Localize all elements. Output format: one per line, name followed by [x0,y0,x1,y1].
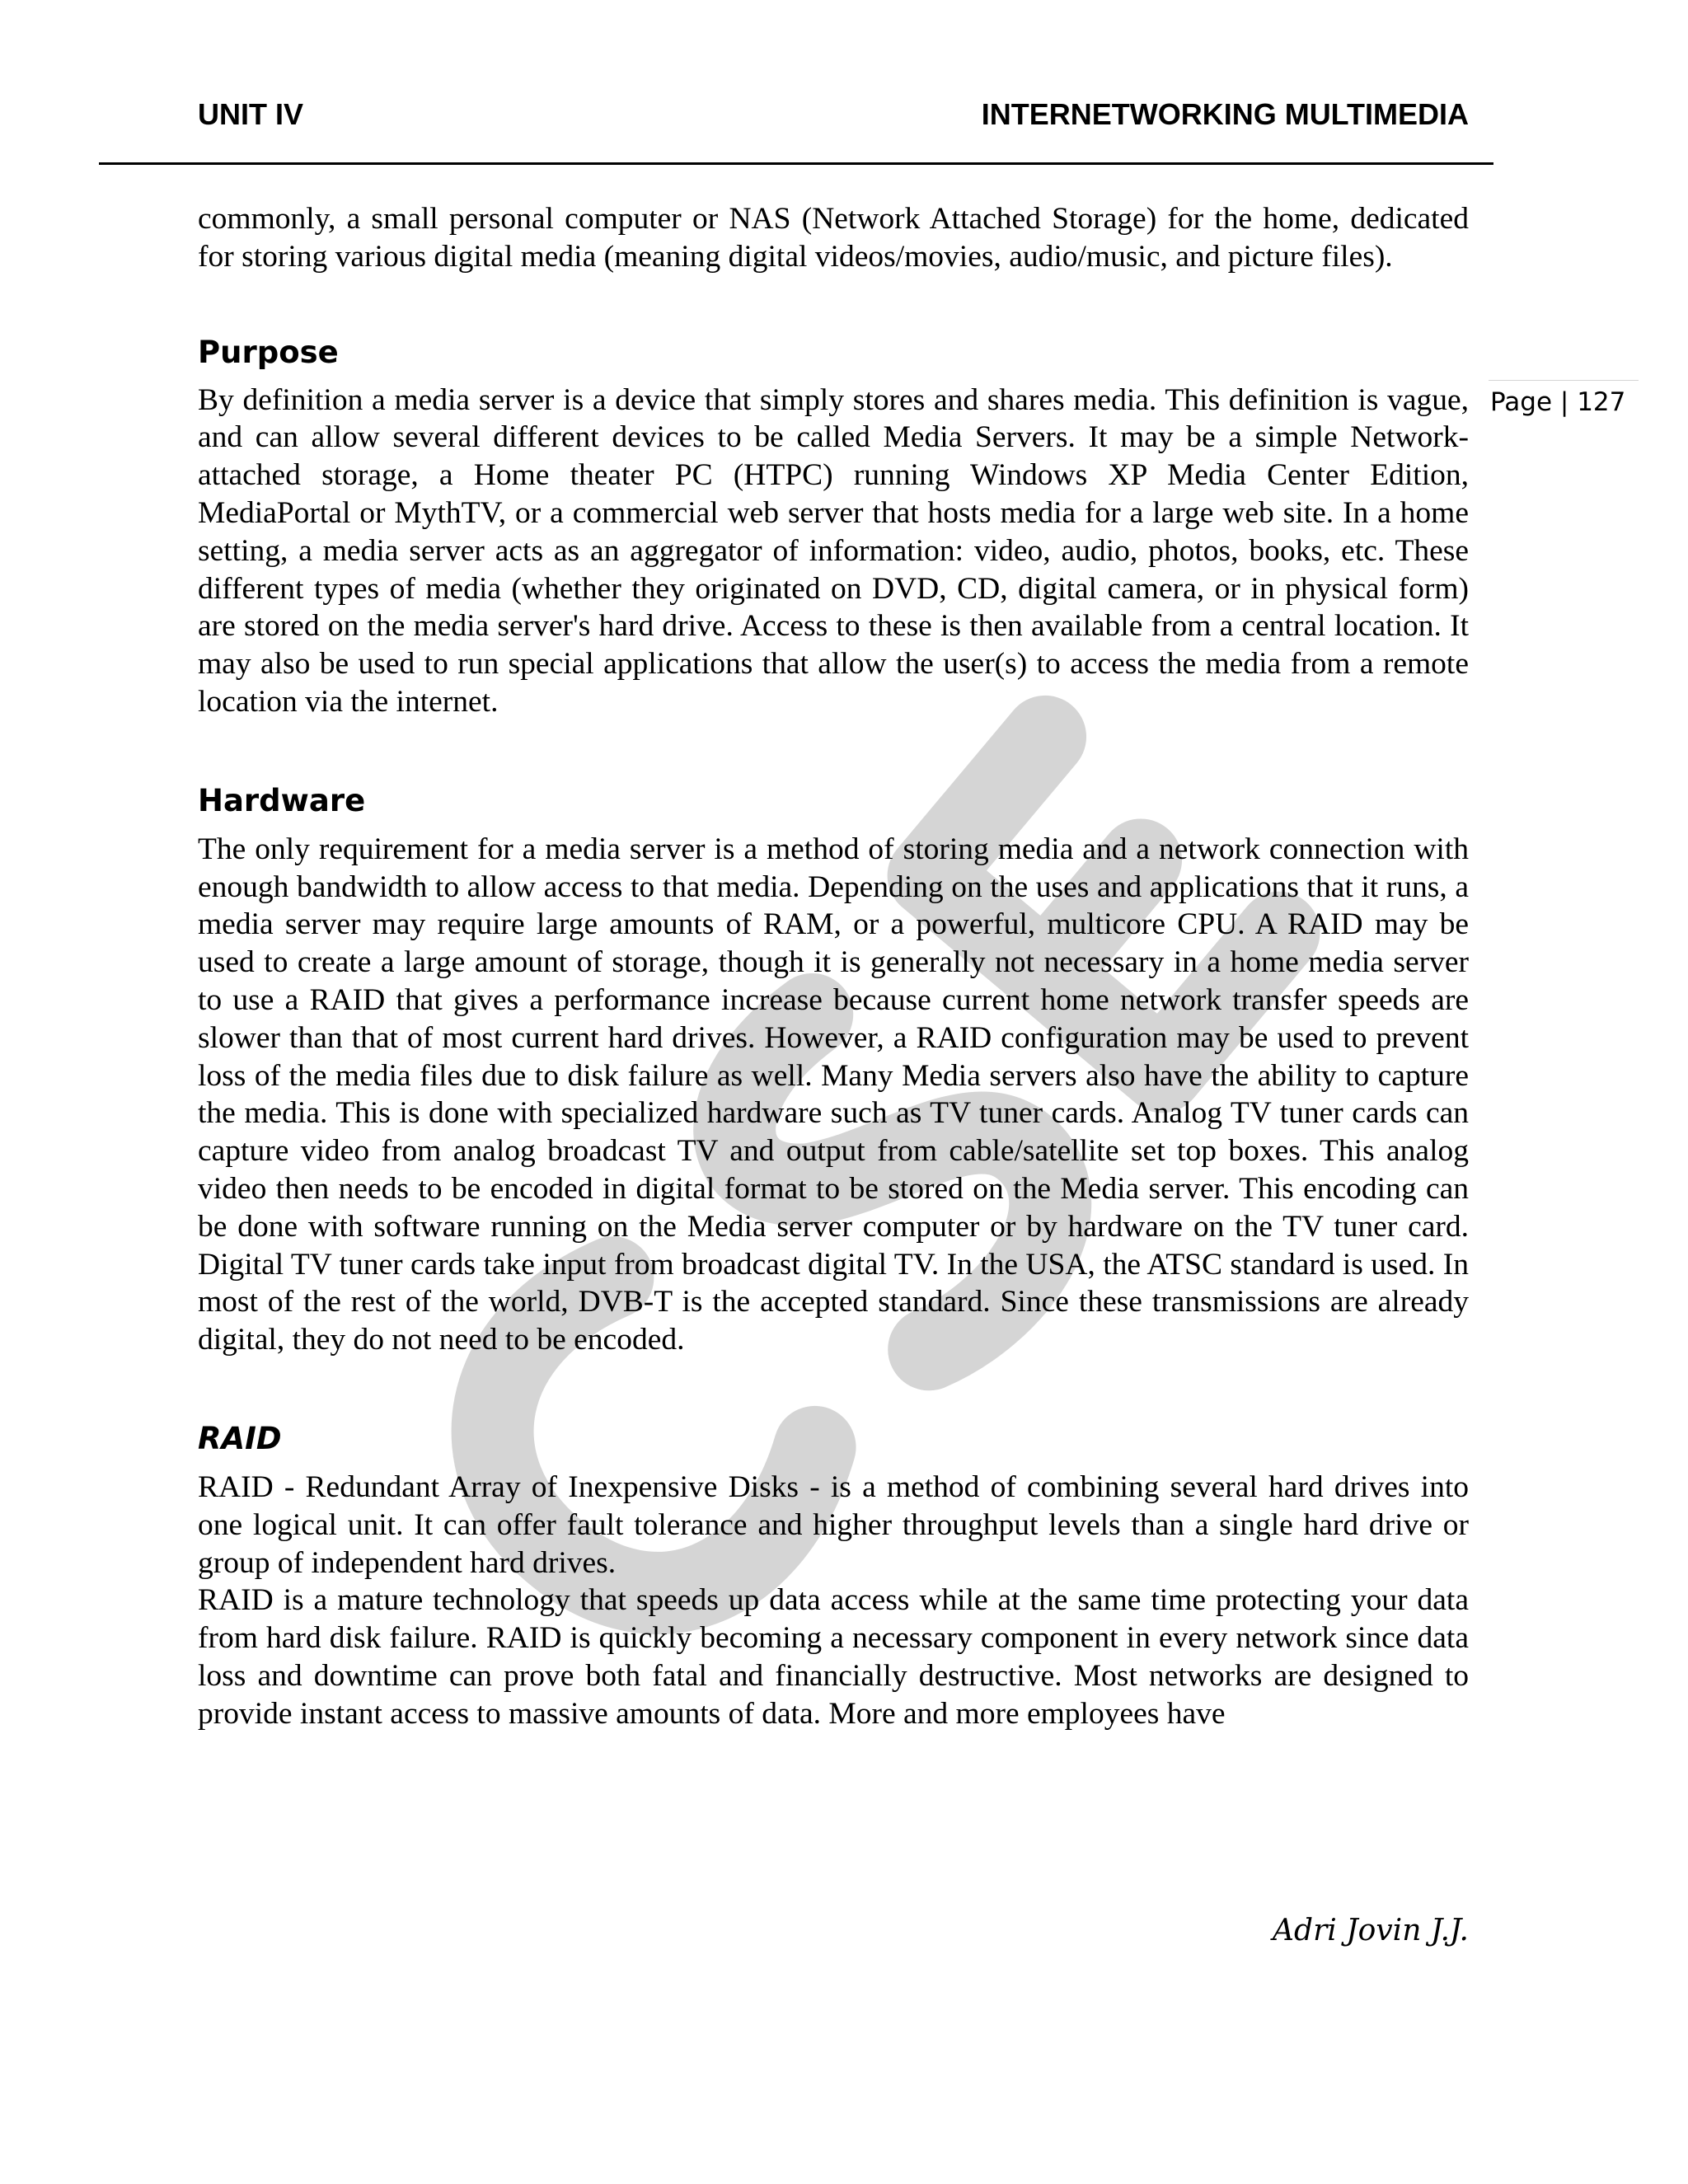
body-text [198,200,1469,1733]
section-heading-raid: RAID [198,1420,282,1456]
running-title: INTERNETWORKING MULTIMEDIA [981,97,1469,131]
raid-paragraph-2: RAID is a mature technology that speeds up data access while at the same time protecting your data from hard disk failure. RAID is quickly becoming a necessary component in every network since data loss and downtime can prove both fatal and financially destructive. Most networks are designed to provide instant access to massive amounts of data. More and more employees have [198,1583,1469,1731]
purpose-paragraph: By definition a media server is a device that simply stores and shares media. This definition is vague, and can allow several different devices to be called Media Servers. It may be a simple Network-attached storage, a Home theater PC (HTPC) running Windows XP Media Center Edition, MediaPortal or MythTV, or a commercial web server that hosts media for a large web site. In a home setting, a media server acts as an aggregator of information: video, audio, photos, books, etc. These different types of media (whether they originated on DVD, CD, digital camera, or in physical form) are stored on the media server's hard drive. Access to these is then available from a central location. It may also be used to run special applications that allow the user(s) to access the media from a remote location via the internet. [198,382,1469,719]
intro-paragraph: commonly, a small personal computer or NAS (Network Attached Storage) for the home, dedicated for storing various digital media (meaning digital videos/movies, audio/music, and picture files). [198,202,1469,274]
raid-paragraph-1: RAID - Redundant Array of Inexpensive Disks - is a method of combining several hard drives into one logical unit. It can offer fault tolerance and higher throughput levels than a single hard drive or group of independent hard drives. [198,1469,1469,1580]
header-rule [99,162,1493,165]
page-number: Page | 127 [1490,387,1626,417]
unit-label: UNIT IV [198,97,304,131]
section-heading-purpose: Purpose [198,334,339,370]
page-number-rule [1489,380,1639,381]
section-heading-hardware: Hardware [198,782,366,818]
hardware-paragraph: The only requirement for a media server is a method of storing media and a network connection with enough bandwidth to allow access to that media. Depending on the uses and applications that it runs, a media server may require large amounts of RAM, or a powerful, multicore CPU. A RAID may be used to create a large amount of storage, though it is generally not necessary in a home media server to use a RAID that gives a performance increase because current home network transfer speeds are slower than that of most current hard drives. However, a RAID configuration may be used to prevent loss of the media files due to disk failure as well. Many Media servers also have the ability to capture the media. This is done with specialized hardware such as TV tuner cards. Analog TV tuner cards can capture video from analog broadcast TV and output from cable/satellite set top boxes. This analog video then needs to be encoded in digital format to be stored on the Media server. This encoding can be done with software running on the Media server computer or by hardware on the TV tuner card. Digital TV tuner cards take input from broadcast digital TV. In the USA, the ATSC standard is used. In most of the rest of the world, DVB-T is the accepted standard. Since these transmissions are already digital, they do not need to be encoded. [198,832,1469,1357]
author-signature: Adri Jovin J.J. [1273,1914,1469,1947]
